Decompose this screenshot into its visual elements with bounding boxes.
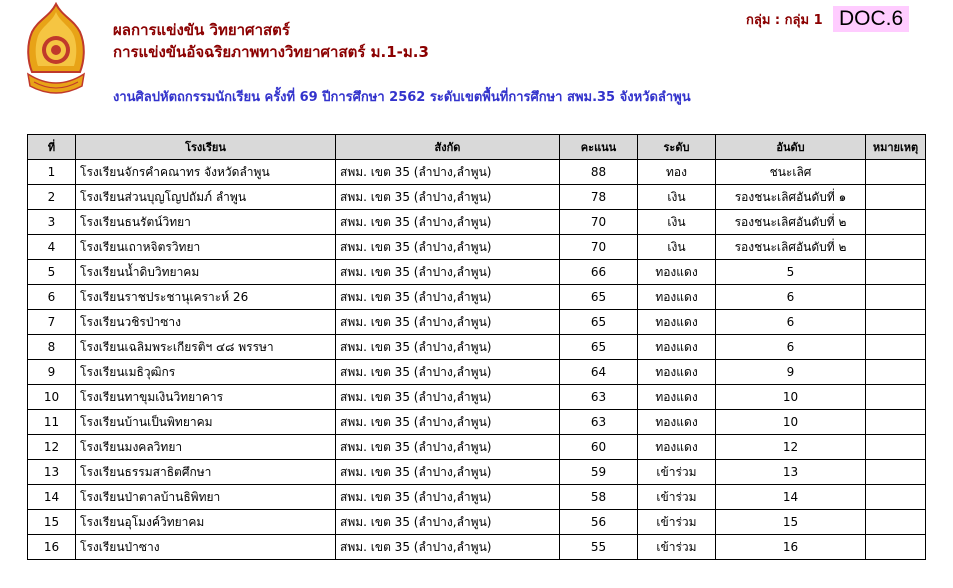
table-row — [28, 235, 926, 260]
cell-remark — [866, 210, 926, 235]
cell-affiliation: สพม. เขต 35 (ลำปาง,ลำพูน) — [336, 460, 560, 485]
cell-rank: 13 — [716, 460, 866, 485]
result-title: ผลการแข่งขัน วิทยาศาสตร์ — [113, 21, 290, 39]
cell-affiliation: สพม. เขต 35 (ลำปาง,ลำพูน) — [336, 410, 560, 435]
cell-score: 59 — [560, 460, 638, 485]
cell-affiliation: สพม. เขต 35 (ลำปาง,ลำพูน) — [336, 185, 560, 210]
table-row — [28, 435, 926, 460]
cell-school: โรงเรียนทาขุมเงินวิทยาคาร — [76, 385, 336, 410]
cell-remark — [866, 310, 926, 335]
cell-remark — [866, 485, 926, 510]
header-affiliation: สังกัด — [336, 135, 560, 160]
cell-remark — [866, 335, 926, 360]
cell-remark — [866, 460, 926, 485]
table-row — [28, 310, 926, 335]
cell-rank: 5 — [716, 260, 866, 285]
cell-no: 4 — [28, 235, 76, 260]
cell-rank: 9 — [716, 360, 866, 385]
cell-level: ทอง — [638, 160, 716, 185]
cell-level: ทองแดง — [638, 385, 716, 410]
table-row — [28, 160, 926, 185]
cell-level: ทองแดง — [638, 360, 716, 385]
cell-no: 10 — [28, 385, 76, 410]
cell-no: 6 — [28, 285, 76, 310]
cell-remark — [866, 435, 926, 460]
cell-school: โรงเรียนเฉลิมพระเกียรติฯ ๔๘ พรรษา — [76, 335, 336, 360]
cell-no: 1 — [28, 160, 76, 185]
cell-no: 14 — [28, 485, 76, 510]
table-row — [28, 385, 926, 410]
cell-remark — [866, 160, 926, 185]
cell-school: โรงเรียนมงคลวิทยา — [76, 435, 336, 460]
cell-rank: 14 — [716, 485, 866, 510]
cell-no: 11 — [28, 410, 76, 435]
table-row — [28, 260, 926, 285]
table-row — [28, 410, 926, 435]
cell-level: ทองแดง — [638, 285, 716, 310]
cell-remark — [866, 360, 926, 385]
header-remark: หมายเหตุ — [866, 135, 926, 160]
cell-rank: รองชนะเลิศอันดับที่ ๒ — [716, 235, 866, 260]
cell-level: เข้าร่วม — [638, 510, 716, 535]
cell-level: เงิน — [638, 210, 716, 235]
cell-level: ทองแดง — [638, 335, 716, 360]
cell-score: 70 — [560, 210, 638, 235]
table-row — [28, 535, 926, 560]
cell-rank: 10 — [716, 410, 866, 435]
cell-rank: 6 — [716, 285, 866, 310]
table-row — [28, 210, 926, 235]
header-rank: อันดับ — [716, 135, 866, 160]
cell-score: 88 — [560, 160, 638, 185]
cell-affiliation: สพม. เขต 35 (ลำปาง,ลำพูน) — [336, 485, 560, 510]
cell-remark — [866, 385, 926, 410]
cell-no: 13 — [28, 460, 76, 485]
table-row — [28, 510, 926, 535]
cell-level: ทองแดง — [638, 310, 716, 335]
table-header-row — [28, 135, 926, 160]
cell-school: โรงเรียนป่าตาลบ้านธิพิทยา — [76, 485, 336, 510]
cell-school: โรงเรียนส่วนบุญโญปถัมภ์ ลำพูน — [76, 185, 336, 210]
cell-rank: 6 — [716, 310, 866, 335]
cell-affiliation: สพม. เขต 35 (ลำปาง,ลำพูน) — [336, 260, 560, 285]
cell-affiliation: สพม. เขต 35 (ลำปาง,ลำพูน) — [336, 435, 560, 460]
table-row — [28, 485, 926, 510]
cell-score: 70 — [560, 235, 638, 260]
cell-school: โรงเรียนน้ำดิบวิทยาคม — [76, 260, 336, 285]
cell-rank: รองชนะเลิศอันดับที่ ๑ — [716, 185, 866, 210]
table-row — [28, 360, 926, 385]
table-row — [28, 185, 926, 210]
cell-remark — [866, 510, 926, 535]
cell-affiliation: สพม. เขต 35 (ลำปาง,ลำพูน) — [336, 310, 560, 335]
cell-score: 66 — [560, 260, 638, 285]
cell-school: โรงเรียนวชิรป่าซาง — [76, 310, 336, 335]
cell-score: 63 — [560, 385, 638, 410]
event-subtitle: งานศิลปหัตถกรรมนักเรียน ครั้งที่ 69 ปีการศึกษา 2562 ระดับเขตพื้นที่การศึกษา สพม.35 จังหวัดลำพูน — [113, 90, 691, 105]
cell-score: 60 — [560, 435, 638, 460]
header-school: โรงเรียน — [76, 135, 336, 160]
cell-remark — [866, 535, 926, 560]
header-no: ที่ — [28, 135, 76, 160]
cell-rank: 10 — [716, 385, 866, 410]
cell-school: โรงเรียนราชประชานุเคราะห์ 26 — [76, 285, 336, 310]
cell-affiliation: สพม. เขต 35 (ลำปาง,ลำพูน) — [336, 285, 560, 310]
cell-school: โรงเรียนธรรมสาธิตศึกษา — [76, 460, 336, 485]
cell-rank: 12 — [716, 435, 866, 460]
cell-affiliation: สพม. เขต 35 (ลำปาง,ลำพูน) — [336, 235, 560, 260]
cell-score: 63 — [560, 410, 638, 435]
cell-school: โรงเรียนเมธิวุฒิกร — [76, 360, 336, 385]
cell-score: 78 — [560, 185, 638, 210]
cell-level: เข้าร่วม — [638, 460, 716, 485]
cell-level: เข้าร่วม — [638, 485, 716, 510]
cell-school: โรงเรียนอุโมงค์วิทยาคม — [76, 510, 336, 535]
cell-remark — [866, 285, 926, 310]
cell-rank: 15 — [716, 510, 866, 535]
cell-score: 65 — [560, 310, 638, 335]
cell-school: โรงเรียนจักรคำคณาทร จังหวัดลำพูน — [76, 160, 336, 185]
cell-no: 12 — [28, 435, 76, 460]
competition-title: การแข่งขันอัจฉริยภาพทางวิทยาศาสตร์ ม.1-ม.3 — [113, 43, 429, 61]
cell-no: 9 — [28, 360, 76, 385]
cell-remark — [866, 235, 926, 260]
cell-no: 15 — [28, 510, 76, 535]
cell-affiliation: สพม. เขต 35 (ลำปาง,ลำพูน) — [336, 360, 560, 385]
cell-remark — [866, 410, 926, 435]
cell-level: เงิน — [638, 235, 716, 260]
cell-school: โรงเรียนบ้านเป็นพิทยาคม — [76, 410, 336, 435]
cell-affiliation: สพม. เขต 35 (ลำปาง,ลำพูน) — [336, 160, 560, 185]
cell-affiliation: สพม. เขต 35 (ลำปาง,ลำพูน) — [336, 535, 560, 560]
cell-affiliation: สพม. เขต 35 (ลำปาง,ลำพูน) — [336, 335, 560, 360]
cell-score: 56 — [560, 510, 638, 535]
cell-score: 65 — [560, 335, 638, 360]
cell-level: ทองแดง — [638, 410, 716, 435]
cell-no: 16 — [28, 535, 76, 560]
cell-score: 64 — [560, 360, 638, 385]
table-row — [28, 285, 926, 310]
cell-no: 2 — [28, 185, 76, 210]
header-score: คะแนน — [560, 135, 638, 160]
table-row — [28, 460, 926, 485]
cell-level: ทองแดง — [638, 260, 716, 285]
cell-level: เข้าร่วม — [638, 535, 716, 560]
cell-score: 55 — [560, 535, 638, 560]
cell-affiliation: สพม. เขต 35 (ลำปาง,ลำพูน) — [336, 510, 560, 535]
cell-remark — [866, 185, 926, 210]
results-table — [27, 134, 926, 560]
cell-score: 58 — [560, 485, 638, 510]
cell-rank: ชนะเลิศ — [716, 160, 866, 185]
cell-no: 3 — [28, 210, 76, 235]
cell-rank: รองชนะเลิศอันดับที่ ๒ — [716, 210, 866, 235]
school-emblem-logo — [20, 2, 92, 102]
cell-score: 65 — [560, 285, 638, 310]
cell-no: 7 — [28, 310, 76, 335]
cell-school: โรงเรียนป่าซาง — [76, 535, 336, 560]
cell-rank: 6 — [716, 335, 866, 360]
cell-level: เงิน — [638, 185, 716, 210]
cell-affiliation: สพม. เขต 35 (ลำปาง,ลำพูน) — [336, 210, 560, 235]
group-label: กลุ่ม : กลุ่ม 1 — [746, 13, 823, 28]
cell-school: โรงเรียนเถาหจิตรวิทยา — [76, 235, 336, 260]
cell-no: 5 — [28, 260, 76, 285]
cell-school: โรงเรียนธนรัตน์วิทยา — [76, 210, 336, 235]
cell-rank: 16 — [716, 535, 866, 560]
cell-level: ทองแดง — [638, 435, 716, 460]
header-level: ระดับ — [638, 135, 716, 160]
cell-no: 8 — [28, 335, 76, 360]
cell-remark — [866, 260, 926, 285]
cell-affiliation: สพม. เขต 35 (ลำปาง,ลำพูน) — [336, 385, 560, 410]
doc-tag: DOC.6 — [833, 6, 909, 32]
table-row — [28, 335, 926, 360]
